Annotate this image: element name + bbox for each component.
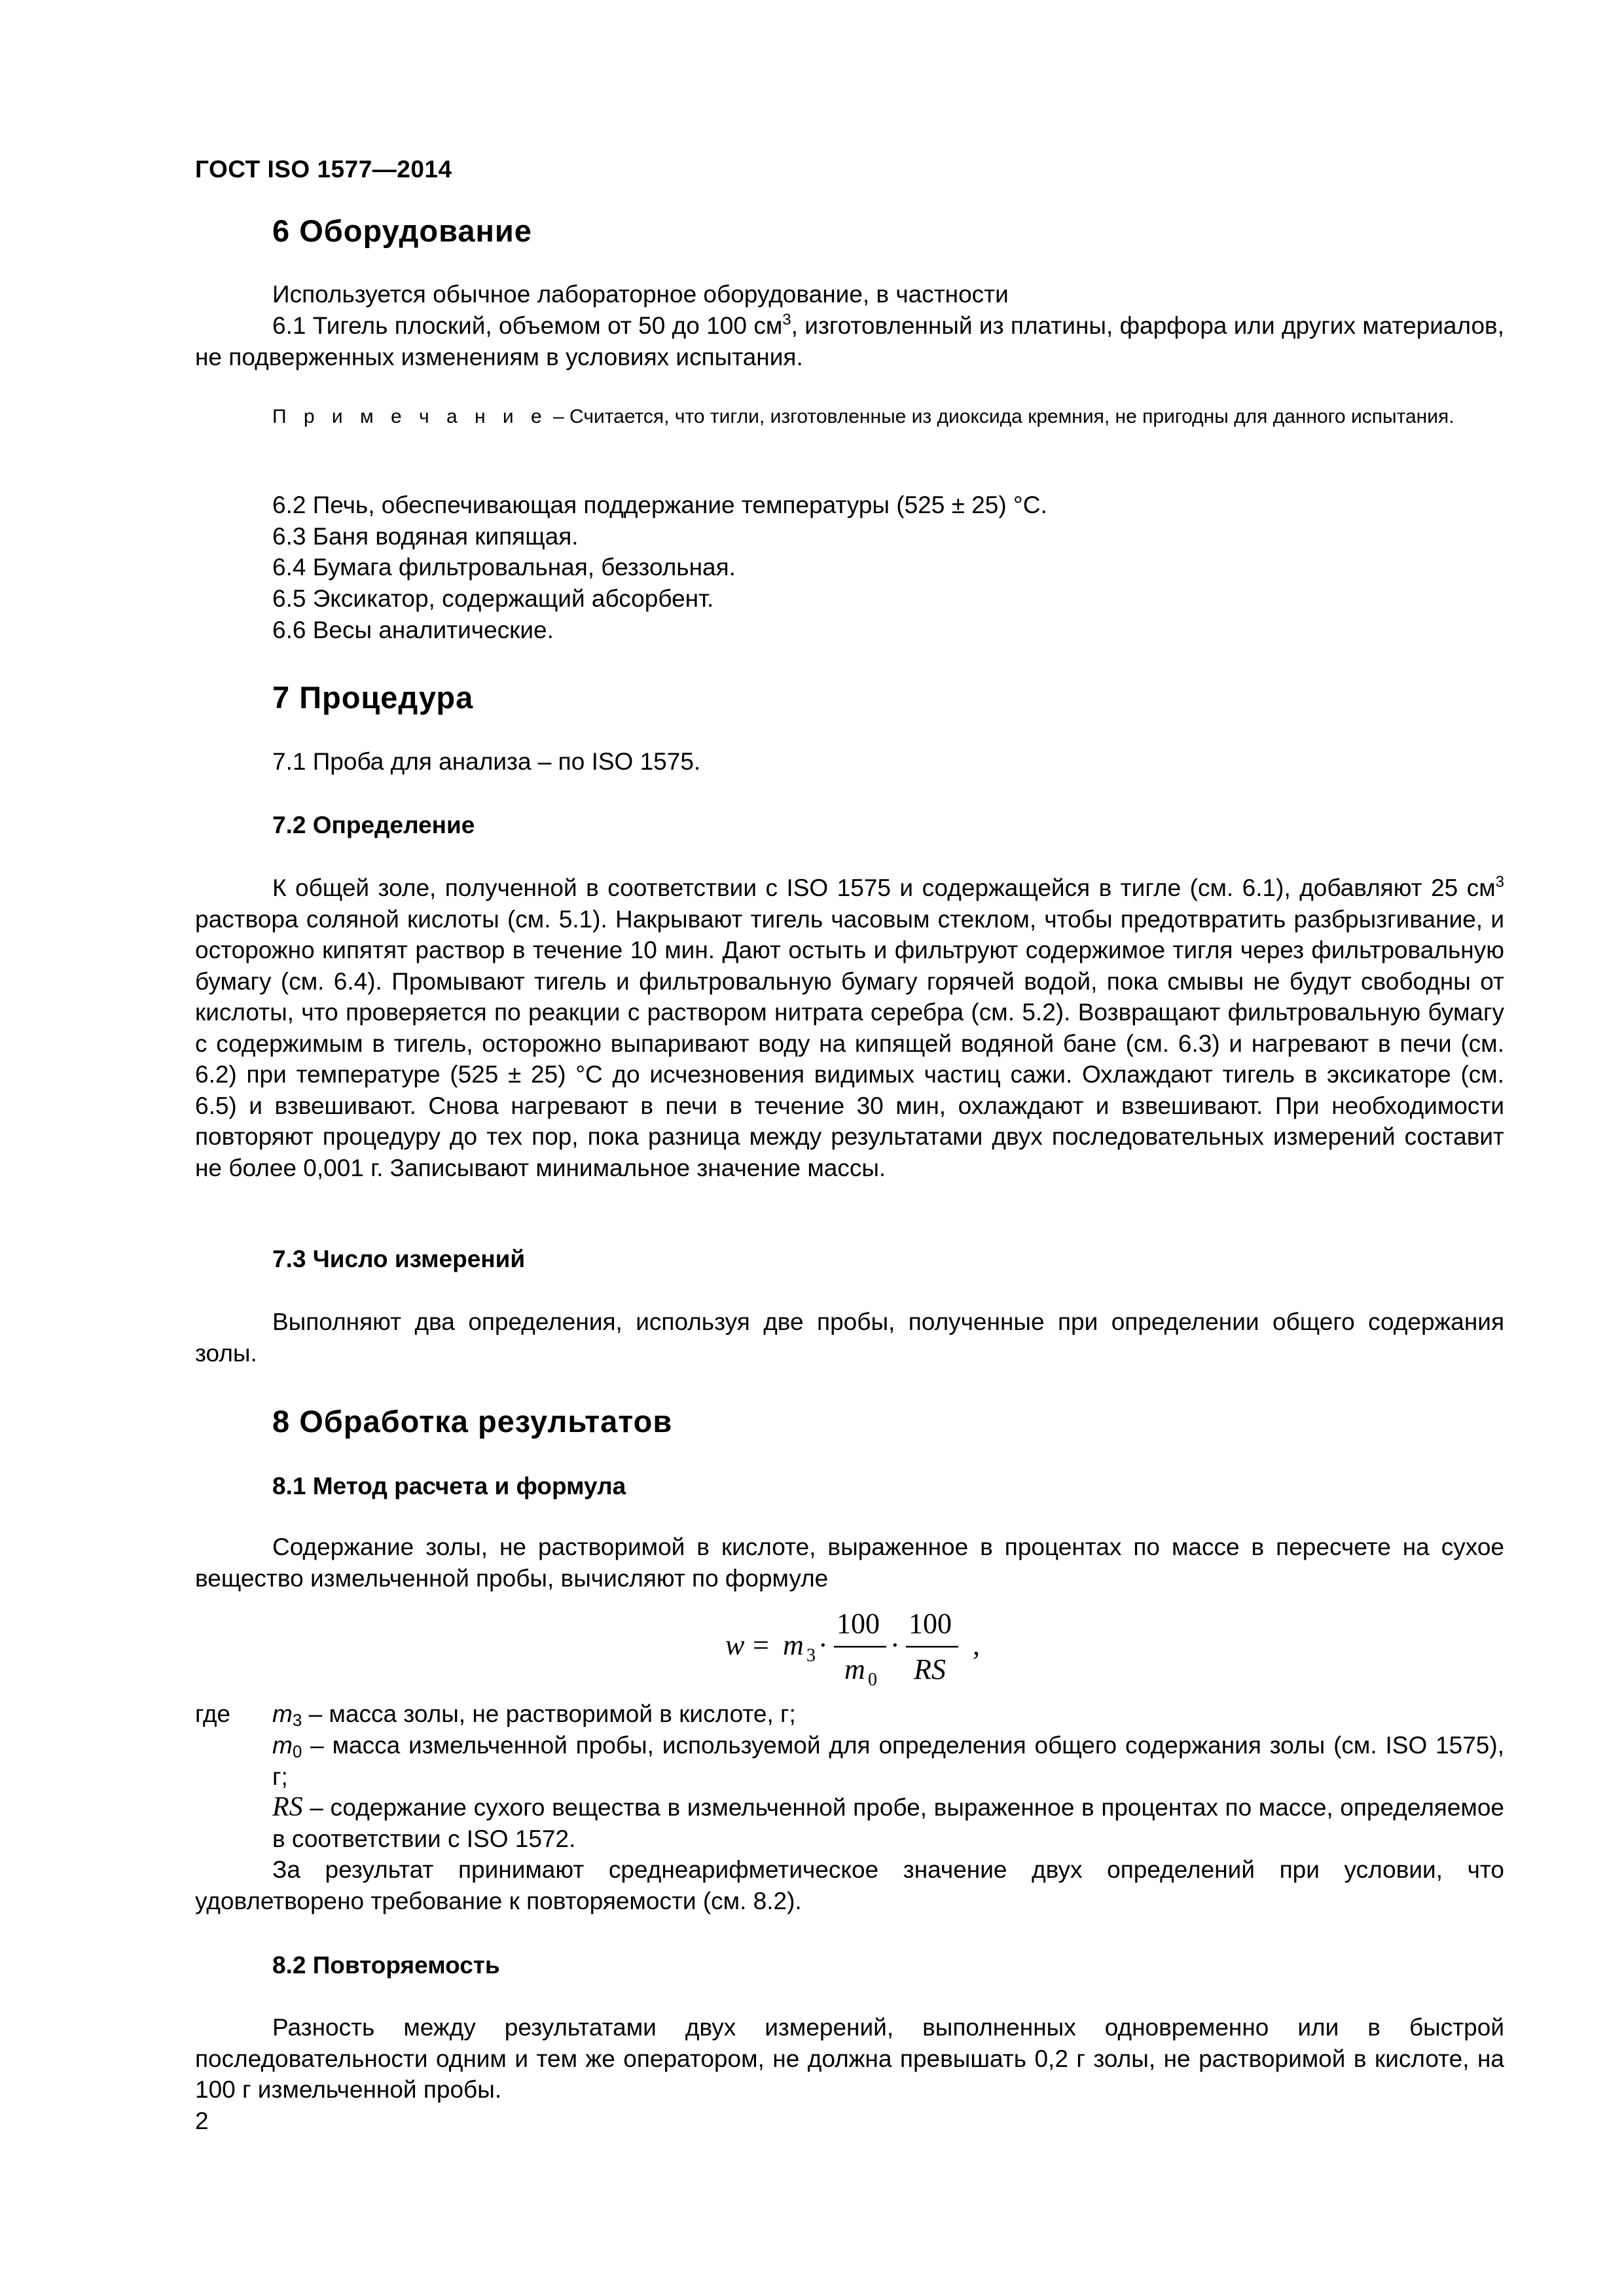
sec6-item-4: 6.4 Бумага фильтровальная, беззольная. [272,554,736,581]
section-8-title: 8 Обработка результатов [272,1404,673,1439]
formula-m3: m [783,1629,804,1661]
section-6-title: 6 Оборудование [272,213,532,248]
formula-dot-1: · [818,1629,828,1661]
subsection-7-2-title: 7.2 Определение [272,812,475,838]
formula-num-2: 100 [909,1607,952,1640]
sec7-3-paragraph: Выполняют два определения, используя две пробы, полученные при определении общего содержания золы. [195,1308,1504,1367]
formula-num-1: 100 [837,1607,880,1640]
where-item-m3: $m_3$ – масса золы, не растворимой в кислоте, г; [272,1700,796,1730]
where-item-rs: RS – содержание сухого вещества в измельченной пробе, выраженное в процентах по массе, определяемое в соответствии с ISO 1572. [272,1792,1504,1852]
sec7-item-1: 7.1 Проба для анализа – по ISO 1575. [272,748,701,775]
document-code: ГОСТ ISO 1577—2014 [195,156,452,183]
where-label: где [195,1700,231,1727]
formula-equals: = [753,1629,769,1661]
formula-m3-sub: 3 [806,1645,816,1666]
formula-w: w [725,1629,745,1661]
sec6-item-3: 6.3 Баня водяная кипящая. [272,523,579,550]
subsection-7-3-title: 7.3 Число измерений [272,1246,526,1272]
subsection-8-2-title: 8.2 Повторяемость [272,1952,500,1979]
sec8-1-paragraph: Содержание золы, не растворимой в кислоте, выраженное в процентах по массе в пересчете на сухое вещество измельченной пробы, вычисляют по формуле [195,1534,1504,1592]
formula-den-rs: RS [914,1653,946,1685]
formula-comma: , [973,1629,980,1661]
page-number: 2 [195,2108,209,2134]
sec6-item-1: 6.1 Тигель плоский, объемом от 50 до 100 $см^3$, изготовленный из платины, фарфора или других материалов, не подверженных изменениям в условиях испытания. [195,311,1504,370]
subsection-8-1-title: 8.1 Метод расчета и формула [272,1473,626,1499]
sec6-item-2: 6.2 Печь, обеспечивающая поддержание температуры (525 ± 25) °С. [272,492,1047,518]
sec8-2-paragraph: Разность между результатами двух измерений, выполненных одновременно или в быстрой последовательности одним и тем же оператором, не должна превышать 0,2 г золы, не растворимой в кислоте, на 100 г измельченной пробы. [195,2014,1504,2103]
sec6-note: П р и м е ч а н и е – Считается, что тигли, изготовленные из диоксида кремния, не пригодны для данного испытания. [272,406,1454,427]
sec8-1-result-paragraph: За результат принимают среднеарифметическое значение двух определений при условии, что удовлетворено требование к повторяемости (см. 8.2). [195,1856,1504,1914]
document-page [195,0,1504,2296]
formula-dot-2: · [890,1629,900,1661]
where-item-m0: $m_0$ – масса измельченной пробы, используемой для определения общего содержания золы (см. ISO 1575), г; [272,1732,1504,1790]
section-7-title: 7 Процедура [272,680,474,715]
sec6-item-6: 6.6 Весы аналитические. [272,617,554,643]
sec6-item-5: 6.5 Эксикатор, содержащий абсорбент. [272,585,714,612]
sec6-intro: Используется обычное лабораторное оборудование, в частности [272,281,1009,308]
sec7-2-paragraph: К общей золе, полученной в соответствии с ISO 1575 и содержащейся в тигле (см. 6.1), добавляют 25 $см^3$ раствора соляной кислоты (см. 5.1). Накрывают тигель часовым стеклом, чтобы предотвратить разбрызгивание, и осторожно кипятят раствор в течение 10 мин. Дают остыть и фильтруют содержимое тигля через фильтровальную бумагу (см. 6.4). Промывают тигель и фильтровальную бумагу горячей водой, пока смывы не будут свободны от кислоты, что проверяется по реакции с раствором нитрата серебра (см. 5.2). Возвращают фильтровальную бумагу с содержимым в тигель, осторожно выпаривают воду на кипящей водяной бане (см. 6.3) и нагревают в печи (см. 6.2) при температуре (525 ± 25) °С до исчезновения видимых частиц сажи. Охлаждают тигель в эксикаторе (см. 6.5) и взвешивают. Снова нагревают в печи в течение 30 мин, охлаждают и взвешивают. При необходимости повторяют процедуру до тех пор, пока разница между результатами двух последовательных измерений составит не более 0,001 г. Записывают минимальное значение массы. [195,873,1504,1181]
formula-den-m0-sub: 0 [868,1670,877,1690]
ash-content-formula [719,1587,1177,1698]
formula-den-m0: m [844,1653,865,1685]
